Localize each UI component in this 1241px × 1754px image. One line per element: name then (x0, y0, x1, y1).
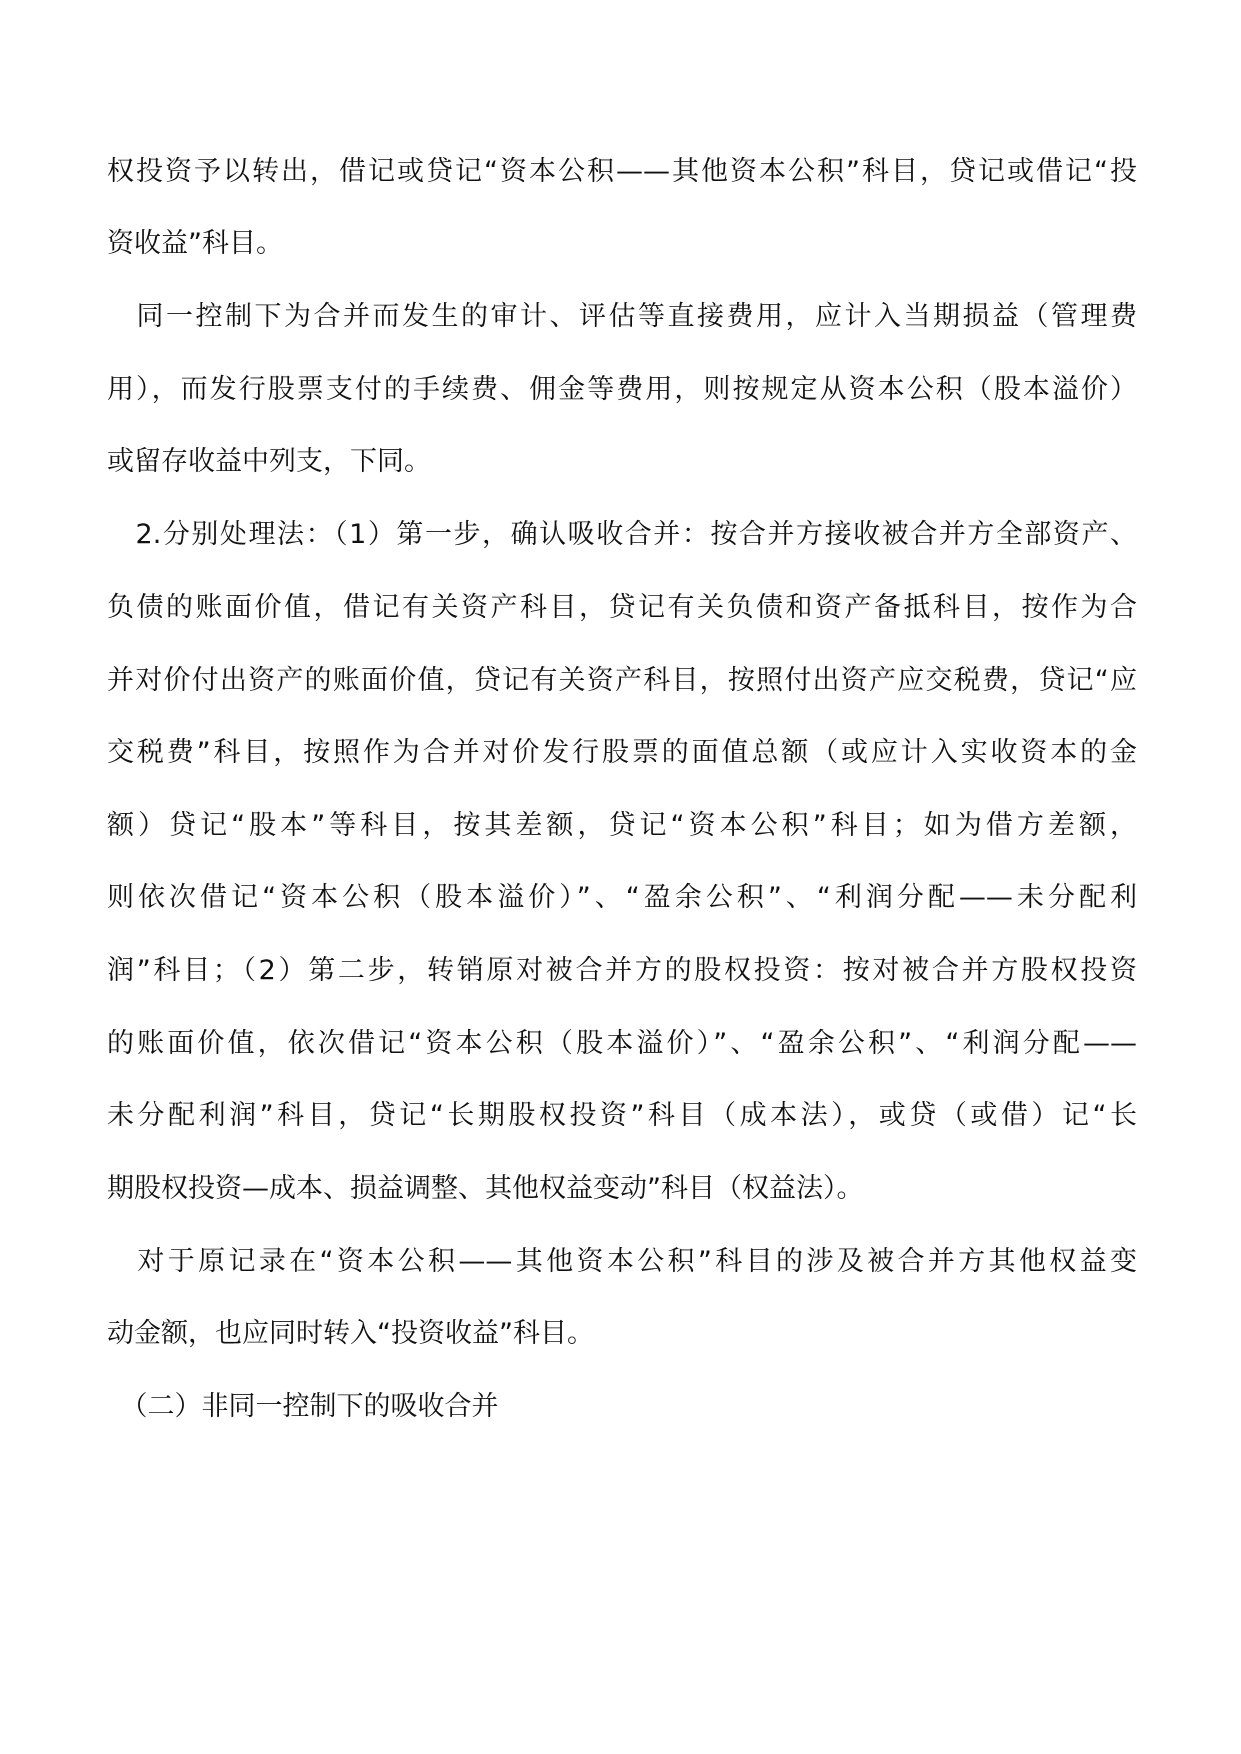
text-line-14: 未分配利润”科目，贷记“长期股权投资”科目（成本法），或贷（或借）记“长 (107, 1100, 1137, 1131)
section-heading: （二）非同一控制下的吸收合并 (107, 1391, 499, 1422)
text-line-8: 并对价付出资产的账面价值，贷记有关资产科目，按照付出资产应交税费，贷记“应 (107, 665, 1137, 696)
text-line-5: 或留存收益中列支，下同。 (107, 446, 431, 477)
text-line-6: 2.分别处理法：（1）第一步，确认吸收合并：按合并方接收被合并方全部资产、 (107, 519, 1137, 550)
text-line-17: 动金额，也应同时转入“投资收益”科目。 (107, 1318, 594, 1349)
text-line-11: 则依次借记“资本公积（股本溢价）”、“盈余公积”、“利润分配——未分配利 (107, 882, 1137, 913)
text-line-9: 交税费”科目，按照作为合并对价发行股票的面值总额（或应计入实收资本的金 (107, 737, 1137, 768)
text-line-13: 的账面价值，依次借记“资本公积（股本溢价）”、“盈余公积”、“利润分配—— (107, 1028, 1137, 1059)
text-line-3: 同一控制下为合并而发生的审计、评估等直接费用，应计入当期损益（管理费 (107, 301, 1137, 332)
text-line-15: 期股权投资—成本、损益调整、其他权益变动”科目（权益法）。 (107, 1173, 864, 1204)
text-line-4: 用），而发行股票支付的手续费、佣金等费用，则按规定从资本公积（股本溢价） (107, 374, 1137, 405)
text-line-7: 负债的账面价值，借记有关资产科目，贷记有关负债和资产备抵科目，按作为合 (107, 592, 1137, 623)
text-line-2: 资收益”科目。 (107, 228, 283, 259)
text-line-12: 润”科目；（2）第二步，转销原对被合并方的股权投资：按对被合并方股权投资 (107, 955, 1137, 986)
text-line-1: 权投资予以转出，借记或贷记“资本公积——其他资本公积”科目，贷记或借记“投 (107, 156, 1137, 187)
text-line-10: 额）贷记“股本”等科目，按其差额，贷记“资本公积”科目；如为借方差额， (107, 810, 1137, 841)
text-line-16: 对于原记录在“资本公积——其他资本公积”科目的涉及被合并方其他权益变 (107, 1246, 1137, 1277)
